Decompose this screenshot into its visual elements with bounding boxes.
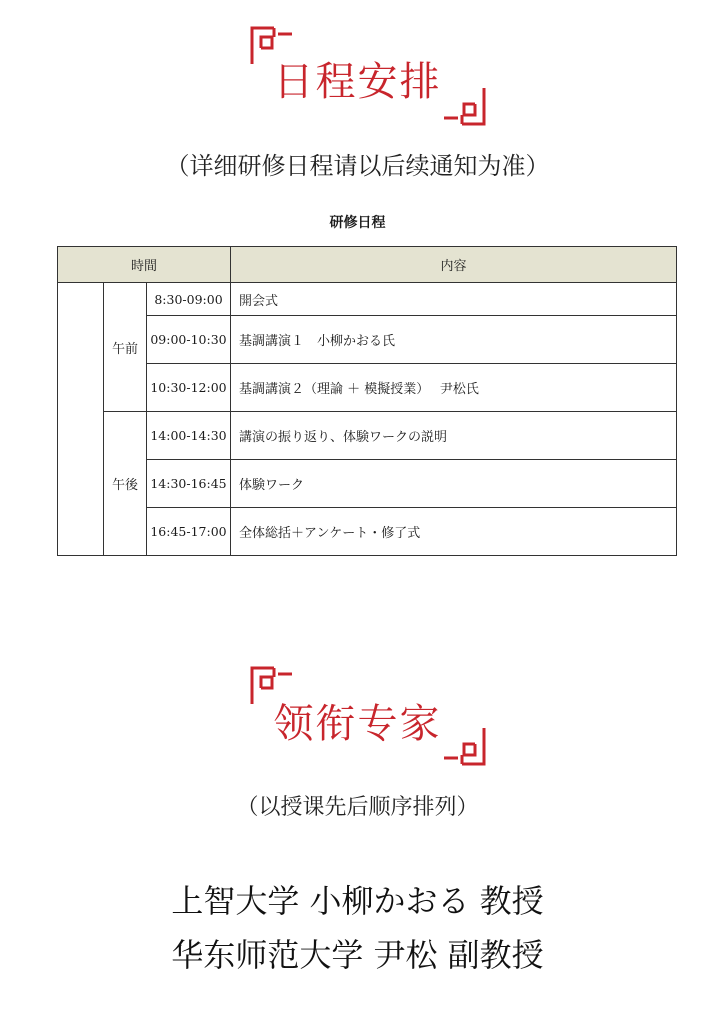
time-cell: 8:30-09:00 — [147, 283, 231, 316]
content-cell: 開会式 — [231, 283, 677, 316]
schedule-title: 日程安排 — [273, 59, 442, 105]
corner-ornament-bottom-right-icon — [442, 86, 486, 126]
table-caption: 研修日程 — [329, 215, 386, 231]
schedule-heading — [0, 20, 715, 130]
table-row — [58, 508, 677, 556]
time-cell: 14:00-14:30 — [147, 412, 231, 460]
time-cell: 09:00-10:30 — [147, 316, 231, 364]
content-cell: 基調講演１ 小柳かおる氏 — [231, 316, 677, 364]
header-content: 内容 — [231, 247, 677, 283]
experts-heading — [0, 660, 715, 770]
table-header-row — [58, 247, 677, 283]
header-time: 時間 — [58, 247, 231, 283]
time-cell: 10:30-12:00 — [147, 364, 231, 412]
expert-2: 华东师范大学 尹松 副教授 — [171, 936, 544, 974]
time-cell: 14:30-16:45 — [147, 460, 231, 508]
table-row — [58, 364, 677, 412]
schedule-subtitle: （详细研修日程请以后续通知为准） — [165, 152, 550, 180]
schedule-table — [57, 246, 677, 556]
period-morning: 午前 — [104, 283, 147, 412]
content-cell: 全体総括＋アンケート・修了式 — [231, 508, 677, 556]
content-cell: 体験ワーク — [231, 460, 677, 508]
expert-1: 上智大学 小柳かおる 教授 — [171, 882, 544, 920]
time-cell: 16:45-17:00 — [147, 508, 231, 556]
experts-title: 领衔专家 — [273, 701, 442, 747]
blank-cell — [58, 283, 104, 556]
content-cell: 講演の振り返り、体験ワークの説明 — [231, 412, 677, 460]
experts-subtitle: （以授课先后顺序排列） — [236, 795, 479, 820]
table-row — [58, 316, 677, 364]
period-afternoon: 午後 — [104, 412, 147, 556]
table-row — [58, 460, 677, 508]
content-cell: 基調講演２（理論 ＋ 模擬授業） 尹松氏 — [231, 364, 677, 412]
table-row — [58, 412, 677, 460]
corner-ornament-bottom-right-icon — [442, 726, 486, 766]
table-row — [58, 283, 677, 316]
